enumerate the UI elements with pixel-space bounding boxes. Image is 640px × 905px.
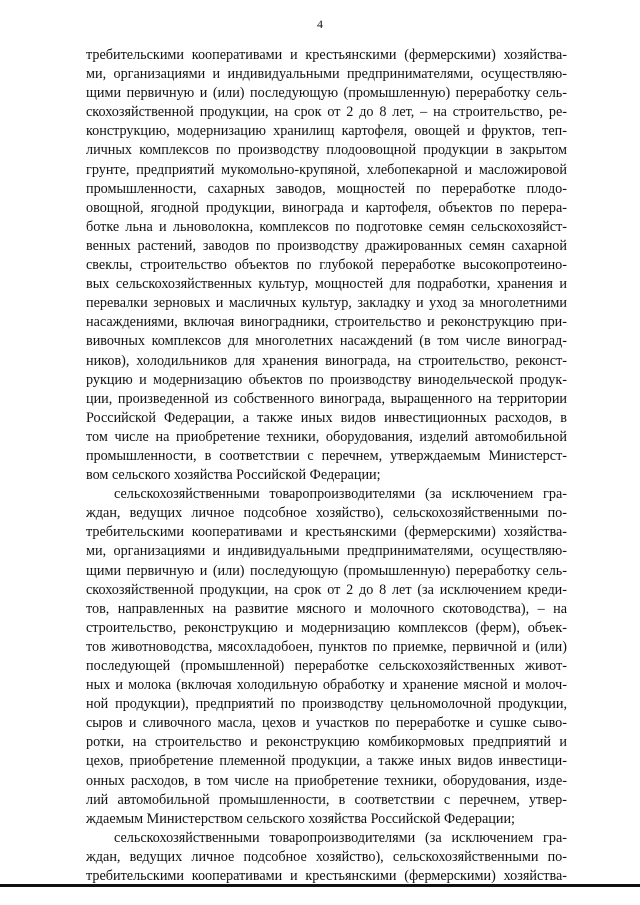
- text-line: тов животноводства, мясохладобоен, пунктов по приемке, первичной и (или): [86, 638, 567, 655]
- text-line: ждан, ведущих личное подсобное хозяйство), сельскохозяйственными по-: [86, 848, 567, 865]
- text-line: тов, направленных на развитие мясного и молочного скотоводства), – на: [86, 600, 567, 617]
- text-line: ной продукции), предприятий по производству цельномолочной продукции,: [86, 696, 567, 713]
- text-line: требительскими кооперативами и крестьянскими (фермерскими) хозяйства-: [86, 524, 567, 541]
- text-line: ротки, на строительство и реконструкцию комбикормовых предприятий и: [86, 734, 567, 751]
- text-line: щими первичную и (или) последующую (промышленную) переработку сель-: [86, 85, 567, 102]
- text-line: ждаемым Министерством сельского хозяйства Российской Федерации;: [86, 810, 515, 827]
- text-line: цехов, приобретение племенной продукции, а также иных видов инвестици-: [86, 753, 567, 770]
- text-line: строительство, реконструкцию и модернизацию комплексов (ферм), объек-: [86, 619, 567, 636]
- text-line: ждан, ведущих личное подсобное хозяйство), сельскохозяйственными по-: [86, 505, 567, 522]
- document-body: [86, 46, 567, 886]
- text-line: личных комплексов по производству плодоовощной продукции в закрытом: [86, 142, 567, 159]
- text-line: свеклы, строительство объектов по глубокой переработке высокопротеино-: [86, 257, 567, 274]
- text-line: вом сельского хозяйства Российской Федерации;: [86, 467, 381, 484]
- text-line: сельскохозяйственными товаропроизводителями (за исключением гра-: [114, 829, 567, 846]
- text-line: насаждениями, включая виноградники, строительство и реконструкцию при-: [86, 314, 567, 331]
- text-line: промышленности, в соответствии с перечнем, утверждаемым Министерст-: [86, 447, 567, 464]
- text-line: лий автомобильной промышленности, в соответствии с перечнем, утвер-: [86, 791, 567, 808]
- text-line: требительскими кооперативами и крестьянскими (фермерскими) хозяйства-: [86, 868, 567, 885]
- text-line: вых сельскохозяйственных культур, мощностей для подработки, хранения и: [86, 276, 567, 293]
- text-line: скохозяйственной продукции, на срок от 2 до 8 лет, – на строительство, ре-: [86, 104, 567, 121]
- text-line: сельскохозяйственными товаропроизводителями (за исключением гра-: [114, 486, 567, 503]
- text-line: конструкцию, модернизацию хранилищ картофеля, овощей и фруктов, теп-: [86, 123, 567, 140]
- page-number: 4: [317, 17, 323, 31]
- text-line: ми, организациями и индивидуальными предпринимателями, осуществляю-: [86, 66, 567, 83]
- text-line: перевалки зерновых и масличных культур, закладку и уход за многолетними: [86, 295, 567, 312]
- text-line: ции, произведенной из собственного винограда, выращенного на территории: [86, 390, 567, 407]
- text-line: том числе на приобретение техники, оборудования, изделий автомобильной: [86, 428, 567, 445]
- text-line: ботке льна и льноволокна, комплексов по подготовке семян сельскохозяйст-: [86, 218, 567, 235]
- text-line: требительскими кооперативами и крестьянскими (фермерскими) хозяйства-: [86, 47, 567, 63]
- text-line: ников), холодильников для хранения винограда, на строительство, реконст-: [86, 352, 567, 369]
- text-line: грунте, предприятий мукомольно-крупяной, хлебопекарной и масложировой: [86, 161, 567, 178]
- text-line: вивочных комплексов для многолетних насаждений (в том числе виноград-: [86, 333, 567, 350]
- text-line: венных растений, заводов по производству дражированных семян сахарной: [86, 237, 567, 254]
- text-line: последующей (промышленной) переработке сельскохозяйственных живот-: [86, 658, 567, 674]
- text-line: промышленности, сахарных заводов, мощностей по переработке плодо-: [86, 180, 567, 197]
- text-line: онных расходов, в том числе на приобретение техники, оборудования, изде-: [86, 772, 567, 789]
- text-line: овощной, ягодной продукции, винограда и картофеля, объектов по перера-: [86, 199, 567, 216]
- bottom-divider: [0, 884, 640, 887]
- text-line: ных и молока (включая холодильную обработку и хранение мясной и молоч-: [86, 677, 567, 694]
- text-line: щими первичную и (или) последующую (промышленную) переработку сель-: [86, 562, 567, 579]
- text-line: скохозяйственной продукции, на срок от 2 до 8 лет (за исключением креди-: [86, 581, 567, 598]
- text-line: ми, организациями и индивидуальными предпринимателями, осуществляю-: [86, 543, 567, 560]
- text-line: сыров и сливочного масла, цехов и участков по переработке и сушке сыво-: [86, 715, 567, 732]
- text-line: Российской Федерации, а также иных видов инвестиционных расходов, в: [86, 409, 567, 426]
- text-line: рукцию и модернизацию объектов по производству винодельческой продук-: [86, 371, 567, 388]
